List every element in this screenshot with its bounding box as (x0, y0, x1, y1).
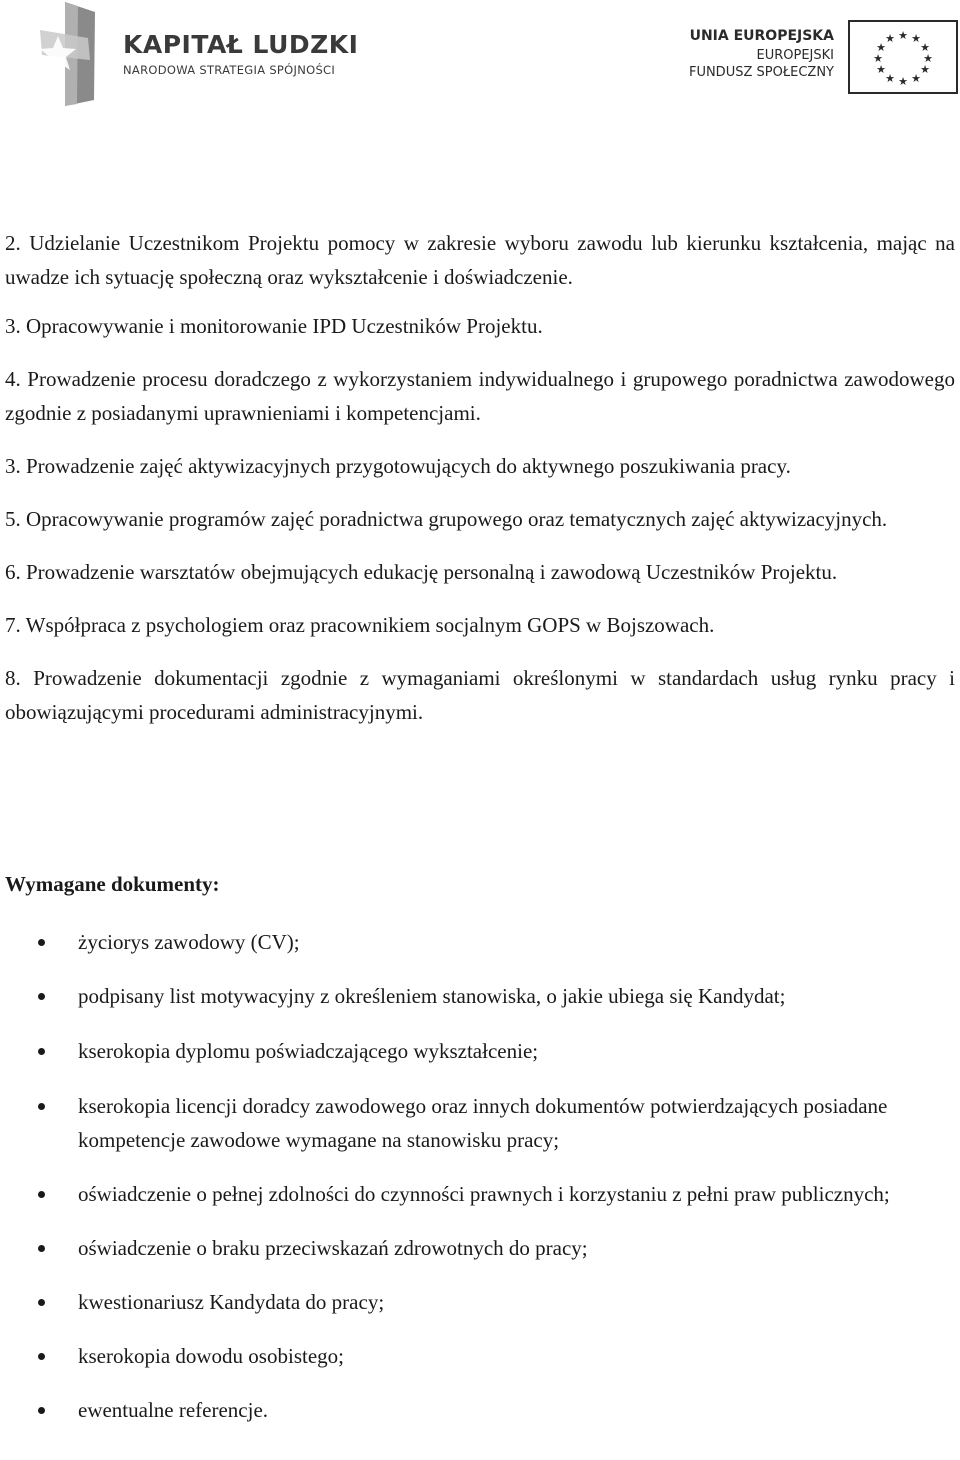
list-item-text: kwestionariusz Kandydata do pracy; (78, 1290, 385, 1314)
list-item (0, 1034, 918, 1068)
duty-paragraph: 7. Współpraca z psychologiem oraz pracownikiem socjalnym GOPS w Bojszowach. (5, 613, 715, 637)
svg-text:★: ★ (885, 72, 895, 85)
bullet-icon (38, 1191, 45, 1198)
bullet-icon (38, 1103, 45, 1110)
duty-paragraph: 4. Prowadzenie procesu doradczego z wykorzystaniem indywidualnego i grupowego poradnictwa zawodowego zgodnie z posiadanymi uprawnieniami i kompetencjami. (5, 367, 955, 425)
svg-text:★: ★ (898, 29, 908, 42)
svg-text:★: ★ (898, 75, 908, 88)
bullet-icon (38, 993, 45, 1000)
list-item (0, 1231, 918, 1265)
svg-text:★: ★ (885, 32, 895, 45)
svg-text:★: ★ (873, 52, 883, 65)
list-item (0, 1177, 918, 1211)
eu-flag-icon (848, 20, 960, 96)
svg-text:★: ★ (920, 63, 930, 76)
list-item-text: oświadczenie o braku przeciwskazań zdrowotnych do pracy; (78, 1236, 588, 1260)
eu-logo-line1: UNIA EUROPEJSKA (689, 28, 834, 44)
svg-text:★: ★ (876, 41, 886, 54)
list-item (0, 1285, 918, 1319)
bullet-icon (38, 1353, 45, 1360)
kapital-ludzki-logo (30, 0, 359, 108)
list-item-text: podpisany list motywacyjny z określeniem stanowiska, o jakie ubiega się Kandydat; (78, 984, 786, 1008)
duty-paragraph: 8. Prowadzenie dokumentacji zgodnie z wymaganiami określonymi w standardach usług rynku pracy i obowiązującymi procedurami administracyjnymi. (5, 666, 955, 724)
required-documents-list (0, 925, 960, 1427)
duty-paragraph: 2. Udzielanie Uczestnikom Projektu pomocy w zakresie wyboru zawodu lub kierunku kształcenia, mając na uwadze ich sytuację społeczną oraz wykształcenie i doświadczenie. (5, 231, 955, 289)
duties-list (5, 226, 955, 729)
list-item-text: kserokopia licencji doradcy zawodowego oraz innych dokumentów potwierdzających posiadane kompetencje zawodowe wymagane na stanowisku pracy; (78, 1094, 888, 1152)
list-item (0, 1339, 918, 1373)
list-item-text: oświadczenie o pełnej zdolności do czynności prawnych i korzystaniu z pełni praw publicznych; (78, 1182, 890, 1206)
duty-paragraph: 6. Prowadzenie warsztatów obejmujących edukację personalną i zawodową Uczestników Projektu. (5, 560, 838, 584)
eu-logo-line2: EUROPEJSKI (756, 48, 834, 63)
list-item-text: kserokopia dyplomu poświadczającego wykształcenie; (78, 1039, 539, 1063)
list-item (0, 1089, 918, 1157)
page-header (0, 0, 960, 110)
bullet-icon (38, 1245, 45, 1252)
eu-logo (688, 20, 958, 100)
bullet-icon (38, 1299, 45, 1306)
bullet-icon (38, 939, 45, 946)
bullet-icon (38, 1407, 45, 1414)
svg-text:★: ★ (920, 41, 930, 54)
svg-text:★: ★ (923, 52, 933, 65)
kapital-ludzki-emblem-icon (30, 0, 120, 108)
kapital-ludzki-title: KAPITAŁ LUDZKI (123, 30, 359, 59)
duty-paragraph: 3. Prowadzenie zajęć aktywizacyjnych przygotowujących do aktywnego poszukiwania pracy. (5, 454, 791, 478)
list-item-text: życiorys zawodowy (CV); (78, 930, 300, 954)
list-item (0, 1393, 918, 1427)
svg-text:★: ★ (911, 72, 921, 85)
svg-text:★: ★ (876, 63, 886, 76)
kapital-ludzki-subtitle: NARODOWA STRATEGIA SPÓJNOŚCI (123, 63, 336, 77)
list-item-text: ewentualne referencje. (78, 1398, 269, 1422)
bullet-icon (38, 1048, 45, 1055)
list-item (0, 925, 918, 959)
svg-text:★: ★ (911, 32, 921, 45)
list-item (0, 979, 918, 1013)
eu-logo-line3: FUNDUSZ SPOŁECZNY (688, 65, 834, 80)
duty-paragraph: 5. Opracowywanie programów zajęć poradnictwa grupowego oraz tematycznych zajęć aktywizacyjnych. (5, 507, 888, 531)
list-item-text: kserokopia dowodu osobistego; (78, 1344, 344, 1368)
required-documents-heading: Wymagane dokumenty: (5, 872, 220, 896)
duty-paragraph: 3. Opracowywanie i monitorowanie IPD Uczestników Projektu. (5, 314, 543, 338)
